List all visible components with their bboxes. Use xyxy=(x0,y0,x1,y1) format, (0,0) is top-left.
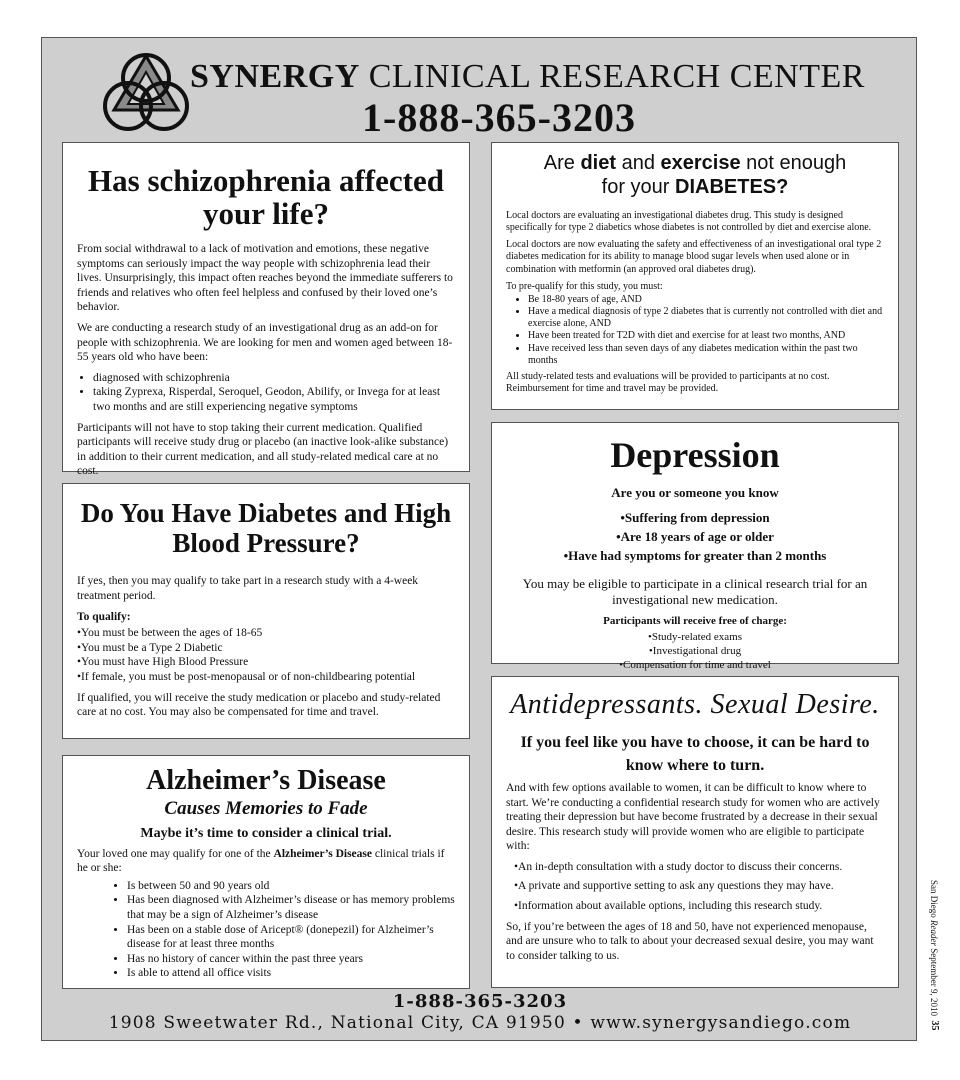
list-item: • Have been treated for T2D with diet and exercise for at least two months, AND xyxy=(528,330,884,342)
schizophrenia-closing: Participants will not have to stop taking their current medication. Qualified participants will receive study drug or placebo (an inactive look-alike substance) in addition to their current medication, and all study-related medical care at no cost. xyxy=(77,421,449,478)
list-item: • You must be a Type 2 Diabetic xyxy=(77,641,455,656)
diabetes-diet-para1: Local doctors are evaluating an investigational diabetes drug. This study is designed specifically for type 2 diabetics whose diabetes is not controlled by diet and exercise alone. xyxy=(506,209,872,233)
diabetes-bp-intro: If yes, then you may qualify to take part in a research study with a 4-week treatment period. xyxy=(77,575,419,603)
diabetes-diet-closing: All study-related tests and evaluations will be provided to participants at no cost. Reimbursement for time and travel may be provided. xyxy=(506,371,830,395)
depression-eligible: You may be eligible to participate in a clinical research trial for an investigational new medication. xyxy=(522,575,868,608)
synergy-advertisement xyxy=(41,37,917,1041)
antidepressants-closing: So, if you’re between the ages of 18 and 50, have not experienced menopause, and are unsure who to talk to about your decreased sexual desire, you may want to consider talking to us. xyxy=(506,920,874,962)
list-item: • Have received less than seven days of any diabetes medication within the past two months xyxy=(528,343,884,367)
list-item: • diagnosed with schizophrenia xyxy=(93,371,455,386)
list-item: • Compensation for time and travel xyxy=(506,658,884,672)
synergy-logo-icon xyxy=(100,46,192,136)
alzheimers-intro: Your loved one may qualify for one of the Alzheimer’s Disease clinical trials if he or she: xyxy=(77,847,445,875)
list-item: • You must be between the ages of 18-65 xyxy=(77,626,455,641)
antidepressants-study-box xyxy=(491,676,899,988)
diabetes-diet-criteria xyxy=(506,294,884,367)
alzheimers-lead: Maybe it’s time to consider a clinical trial. xyxy=(140,825,392,841)
page-caption: San Diego Reader September 9, 2010 35 xyxy=(929,880,940,1031)
schizophrenia-study: We are conducting a research study of an investigational drug as an add-on for people with schizophrenia. We are looking for men and women aged between 18-55 years old who have been: xyxy=(77,322,453,364)
list-item: • Has been diagnosed with Alzheimer’s disease or has memory problems that may be a sign of Alzheimer’s disease xyxy=(127,893,455,922)
footer-address: 1908 Sweetwater Rd., National City, CA 91950 • www.synergysandiego.com xyxy=(108,1013,852,1033)
header-phone: 1-888-365-3203 xyxy=(362,95,636,140)
list-item: • Is between 50 and 90 years old xyxy=(127,879,455,894)
antidepressants-lead: If you feel like you have to choose, it can be hard to know where to turn. xyxy=(520,733,870,774)
alzheimers-subtitle: Causes Memories to Fade xyxy=(164,797,368,819)
list-item: • Are 18 years of age or older xyxy=(506,528,884,547)
diabetes-diet-exercise-box xyxy=(491,142,899,410)
free-heading: Participants will receive free of charge: xyxy=(603,614,787,627)
list-item: • Have a medical diagnosis of type 2 diabetes that is currently not controlled with diet and exercise alone, AND xyxy=(528,306,884,330)
diabetes-bp-closing: If qualified, you will receive the study medication or placebo and study-related care at no cost. You may also be compensated for time and travel. xyxy=(77,691,441,719)
depression-title: Depression xyxy=(610,435,780,475)
antidepressants-benefits xyxy=(506,860,884,914)
diabetes-diet-para2: Local doctors are now evaluating the safety and effectiveness of an investigational oral type 2 diabetes medication for its ability to manage blood sugar levels when used alone or in combination with metformin (an approved oral diabetes drug). xyxy=(506,239,882,275)
schizophrenia-criteria xyxy=(77,371,455,415)
antidepressants-title: Antidepressants. Sexual Desire. xyxy=(510,689,880,720)
diabetes-bp-title: Do You Have Diabetes and High Blood Pressure? xyxy=(80,498,452,559)
list-item: • Have had symptoms for greater than 2 months xyxy=(506,547,884,566)
depression-symptoms xyxy=(506,509,884,566)
prequal-heading: To pre-qualify for this study, you must: xyxy=(506,280,663,292)
list-item: • If female, you must be post-menopausal or of non-childbearing potential xyxy=(77,670,455,685)
list-item: • An in-depth consultation with a study doctor to discuss their concerns. xyxy=(514,860,884,875)
list-item: • Suffering from depression xyxy=(506,509,884,528)
list-item: • A private and supportive setting to ask any questions they may have. xyxy=(514,879,884,894)
antidepressants-intro: And with few options available to women, it can be difficult to know where to start. We’re conducting a confidential research study for women who are actively treating their depression but have become frustrated by a decrease in their sexual desire. This research study will provide women who are eligible to participate with: xyxy=(506,781,880,853)
schizophrenia-intro: From social withdrawal to a lack of motivation and emotions, these negative symptoms can seriously impact the way people with schizophrenia lead their lives. Unsurprisingly, this impact often reaches beyond the immediate sufferers to friends and relatives who often feel helpless and confused by their loved one’s behavior. xyxy=(77,243,453,314)
alzheimers-study-box xyxy=(62,755,470,989)
list-item: • Has been on a stable dose of Aricept® (donepezil) for Alzheimer’s disease for at least three months xyxy=(127,923,455,952)
depression-question: Are you or someone you know xyxy=(611,484,779,500)
depression-perks xyxy=(506,630,884,673)
list-item: • Has no history of cancer within the past three years xyxy=(127,952,455,967)
alzheimers-title: Alzheimer’s Disease xyxy=(146,765,386,796)
list-item: • Be 18-80 years of age, AND xyxy=(528,294,884,306)
brand-name: SYNERGY CLINICAL RESEARCH CENTER xyxy=(190,58,865,95)
alzheimers-criteria xyxy=(77,879,455,981)
list-item: • Study-related exams xyxy=(506,630,884,644)
diabetes-bp-criteria xyxy=(77,626,455,684)
footer-phone: 1-888-365-3203 xyxy=(392,991,568,1012)
schizophrenia-study-box xyxy=(62,142,470,478)
list-item: • Investigational drug xyxy=(506,644,884,658)
schizophrenia-title: Has schizophrenia affected your life? xyxy=(88,163,444,231)
list-item: • You must have High Blood Pressure xyxy=(77,655,455,670)
qualify-heading: To qualify: xyxy=(77,610,131,623)
diabetes-blood-pressure-box xyxy=(62,483,470,739)
page-number: 35 xyxy=(929,1020,940,1031)
diabetes-diet-title: Are diet and exercise not enough for your DIABETES? xyxy=(543,152,847,199)
list-item: • taking Zyprexa, Risperdal, Seroquel, Geodon, Abilify, or Invega for at least two months and are still experiencing negative symptoms xyxy=(93,385,455,414)
list-item: • Information about available options, including this research study. xyxy=(514,899,884,914)
list-item: • Is able to attend all office visits xyxy=(127,966,455,981)
depression-study-box xyxy=(491,422,899,672)
